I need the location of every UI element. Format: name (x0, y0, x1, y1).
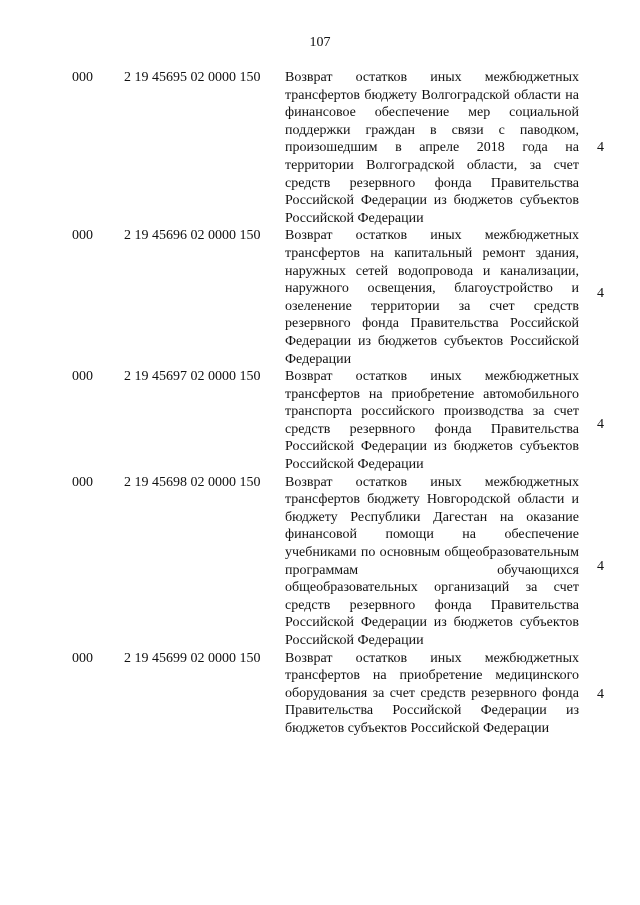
row-description: Возврат остатков иных межбюджетных трансфертов бюджету Волгоградской области на финансовое обеспечение мер социальной поддержки граждан в связи с паводком, произошедшим в апреле 2018 года на территории Волгоградской области, за счет средств резервного фонда Правительства Российской Федерации из бюджетов субъектов Российской Федерации (285, 70, 579, 226)
budget-classification-code: 2 19 45699 02 0000 150 (124, 650, 261, 666)
row-description: Возврат остатков иных межбюджетных трансфертов на приобретение автомобильного транспорта российского производства за счет средств резервного фонда Правительства Российской Федерации из бюджетов субъектов Российской Федерации (285, 369, 579, 473)
table-row (0, 368, 640, 474)
row-amount: 4 (597, 558, 604, 574)
table-row (0, 474, 640, 650)
table-row (0, 650, 640, 738)
budget-codes-table (0, 69, 640, 738)
budget-classification-code: 2 19 45695 02 0000 150 (124, 70, 261, 85)
row-description: Возврат остатков иных межбюджетных трансфертов бюджету Новгородской области и бюджету Республики Дагестан на оказание финансовой помощи на обеспечение учебниками по основным общеобразовательным программам обучающихся общеобразовательных организаций за счет средств резервного фонда Правительства Российской Федерации из бюджетов субъектов Российской Федерации (285, 474, 579, 648)
row-amount: 4 (597, 286, 604, 302)
row-description: Возврат остатков иных межбюджетных трансфертов на приобретение медицинского оборудования за счет средств резервного фонда Правительства Российской Федерации из бюджетов субъектов Российской Федерации (285, 650, 579, 736)
admin-code: 000 (72, 650, 93, 666)
admin-code: 000 (72, 228, 93, 244)
admin-code: 000 (72, 70, 93, 85)
row-amount: 4 (597, 140, 604, 155)
table-row (0, 69, 640, 227)
row-description: Возврат остатков иных межбюджетных трансфертов на капитальный ремонт здания, наружных сетей водопровода и канализации, наружного освещения, благоустройство и озеленение территории за счет средств резервного фонда Правительства Российской Федерации из бюджетов субъектов Российской Федерации (285, 228, 579, 367)
admin-code: 000 (72, 474, 93, 490)
budget-classification-code: 2 19 45698 02 0000 150 (124, 474, 261, 490)
row-amount: 4 (597, 686, 604, 702)
admin-code: 000 (72, 369, 93, 385)
budget-classification-code: 2 19 45697 02 0000 150 (124, 369, 261, 385)
page-number: 107 (309, 35, 331, 50)
budget-classification-code: 2 19 45696 02 0000 150 (124, 228, 261, 244)
row-amount: 4 (597, 417, 604, 433)
table-row (0, 227, 640, 368)
